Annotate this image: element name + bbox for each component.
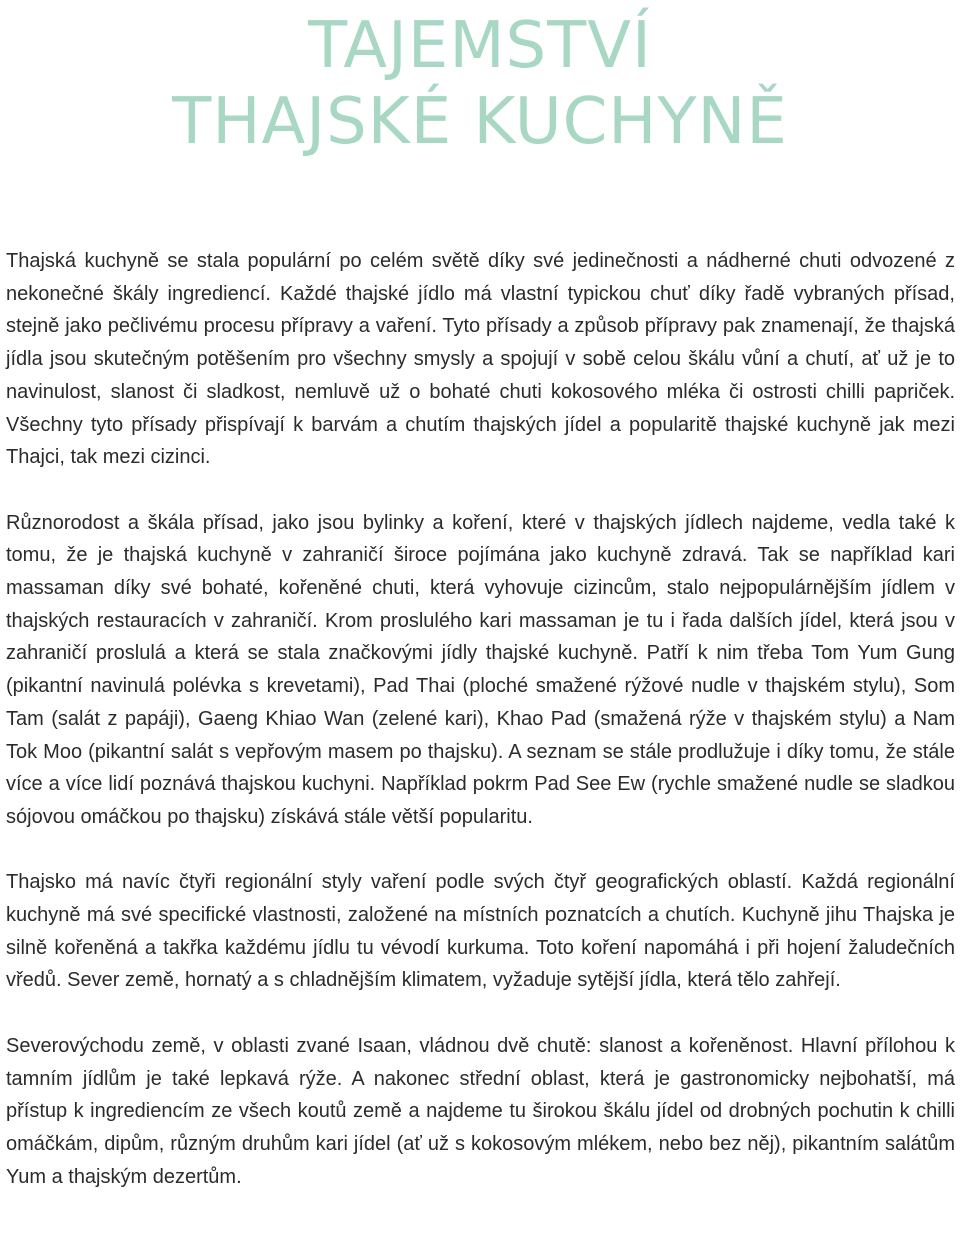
page-title [0,8,960,160]
paragraph-intro: Thajská kuchyně se stala populární po celém světě díky své jedinečnosti a nádherné chuti odvozené z nekonečné škály ingrediencí. Každé thajské jídlo má vlastní typickou chuť díky řadě vybraných přísad, stejně jako pečlivému procesu přípravy a vaření. Tyto přísady a způsob přípravy pak znamenají, že thajská jídla jsou skutečným potěšením pro všechny smysly a spojují v sobě celou škálu vůní a chutí, ať už je to navinulost, slanost či sladkost, nemluvě už o bohaté chuti kokosového mléka či ostrosti chilli papriček. Všechny tyto přísady přispívají k barvám a chutím thajských jídel a popularitě thajské kuchyně jak mezi Thajci, tak mezi cizinci. [6,250,955,469]
article-body [6,245,955,1193]
paragraph-dishes: Různorodost a škála přísad, jako jsou bylinky a koření, které v thajských jídlech najdeme, vedla také k tomu, že je thajská kuchyně v zahraničí široce pojímána jako kuchyně zdravá. Tak se například kari massaman díky své bohaté, kořeněné chuti, která vyhovuje cizincům, stalo nejpopulárnějším jídlem v thajských restauracích v zahraničí. Krom proslulého kari massaman je tu i řada dalších jídel, která jsou v zahraničí proslulá a která se stala značkovými jídly thajské kuchyně. Patří k nim třeba Tom Yum Gung (pikantní navinulá polévka s krevetami), Pad Thai (ploché smažené rýžové nudle v thajském stylu), Som Tam (salát z papáji), Gaeng Khiao Wan (zelené kari), Khao Pad (smažená rýže v thajském stylu) a Nam Tok Moo (pikantní salát s vepřovým masem po thajsku). A seznam se stále prodlužuje i díky tomu, že stále více a více lidí poznává thajskou kuchyni. Například pokrm Pad See Ew (rychle smažené nudle se sladkou sójovou omáčkou po thajsku) získává stále větší popularitu. [6,511,955,828]
paragraph-isaan-central: Severovýchodu země, v oblasti zvané Isaan, vládnou dvě chutě: slanost a kořeněnost. Hlavní přílohou k tamním jídlům je také lepkavá rýže. A nakonec střední oblast, která je gastronomicky nejbohatší, má přístup k ingrediencím ze všech koutů země a najdeme tu širokou škálu jídel od drobných pochutin k chilli omáčkám, dipům, různým druhům kari jídel (ať už s kokosovým mlékem, nebo bez něj), pikantním salátům Yum a thajským dezertům. [6,1034,955,1188]
title-line-2: THAJSKÉ KUCHYNĚ [172,85,788,159]
paragraph-regions: Thajsko má navíc čtyři regionální styly vaření podle svých čtyř geografických oblastí. Každá regionální kuchyně má své specifické vlastnosti, založené na místních poznatcích a chutích. Kuchyně jihu Thajska je silně kořeněná a takřka každému jídlu tu vévodí kurkuma. Toto koření napomáhá i při hojení žaludečních vředů. Sever země, hornatý a s chladnějším klimatem, vyžaduje sytější jídla, která tělo zahřejí. [6,871,955,992]
title-line-1: TAJEMSTVÍ [308,9,652,83]
